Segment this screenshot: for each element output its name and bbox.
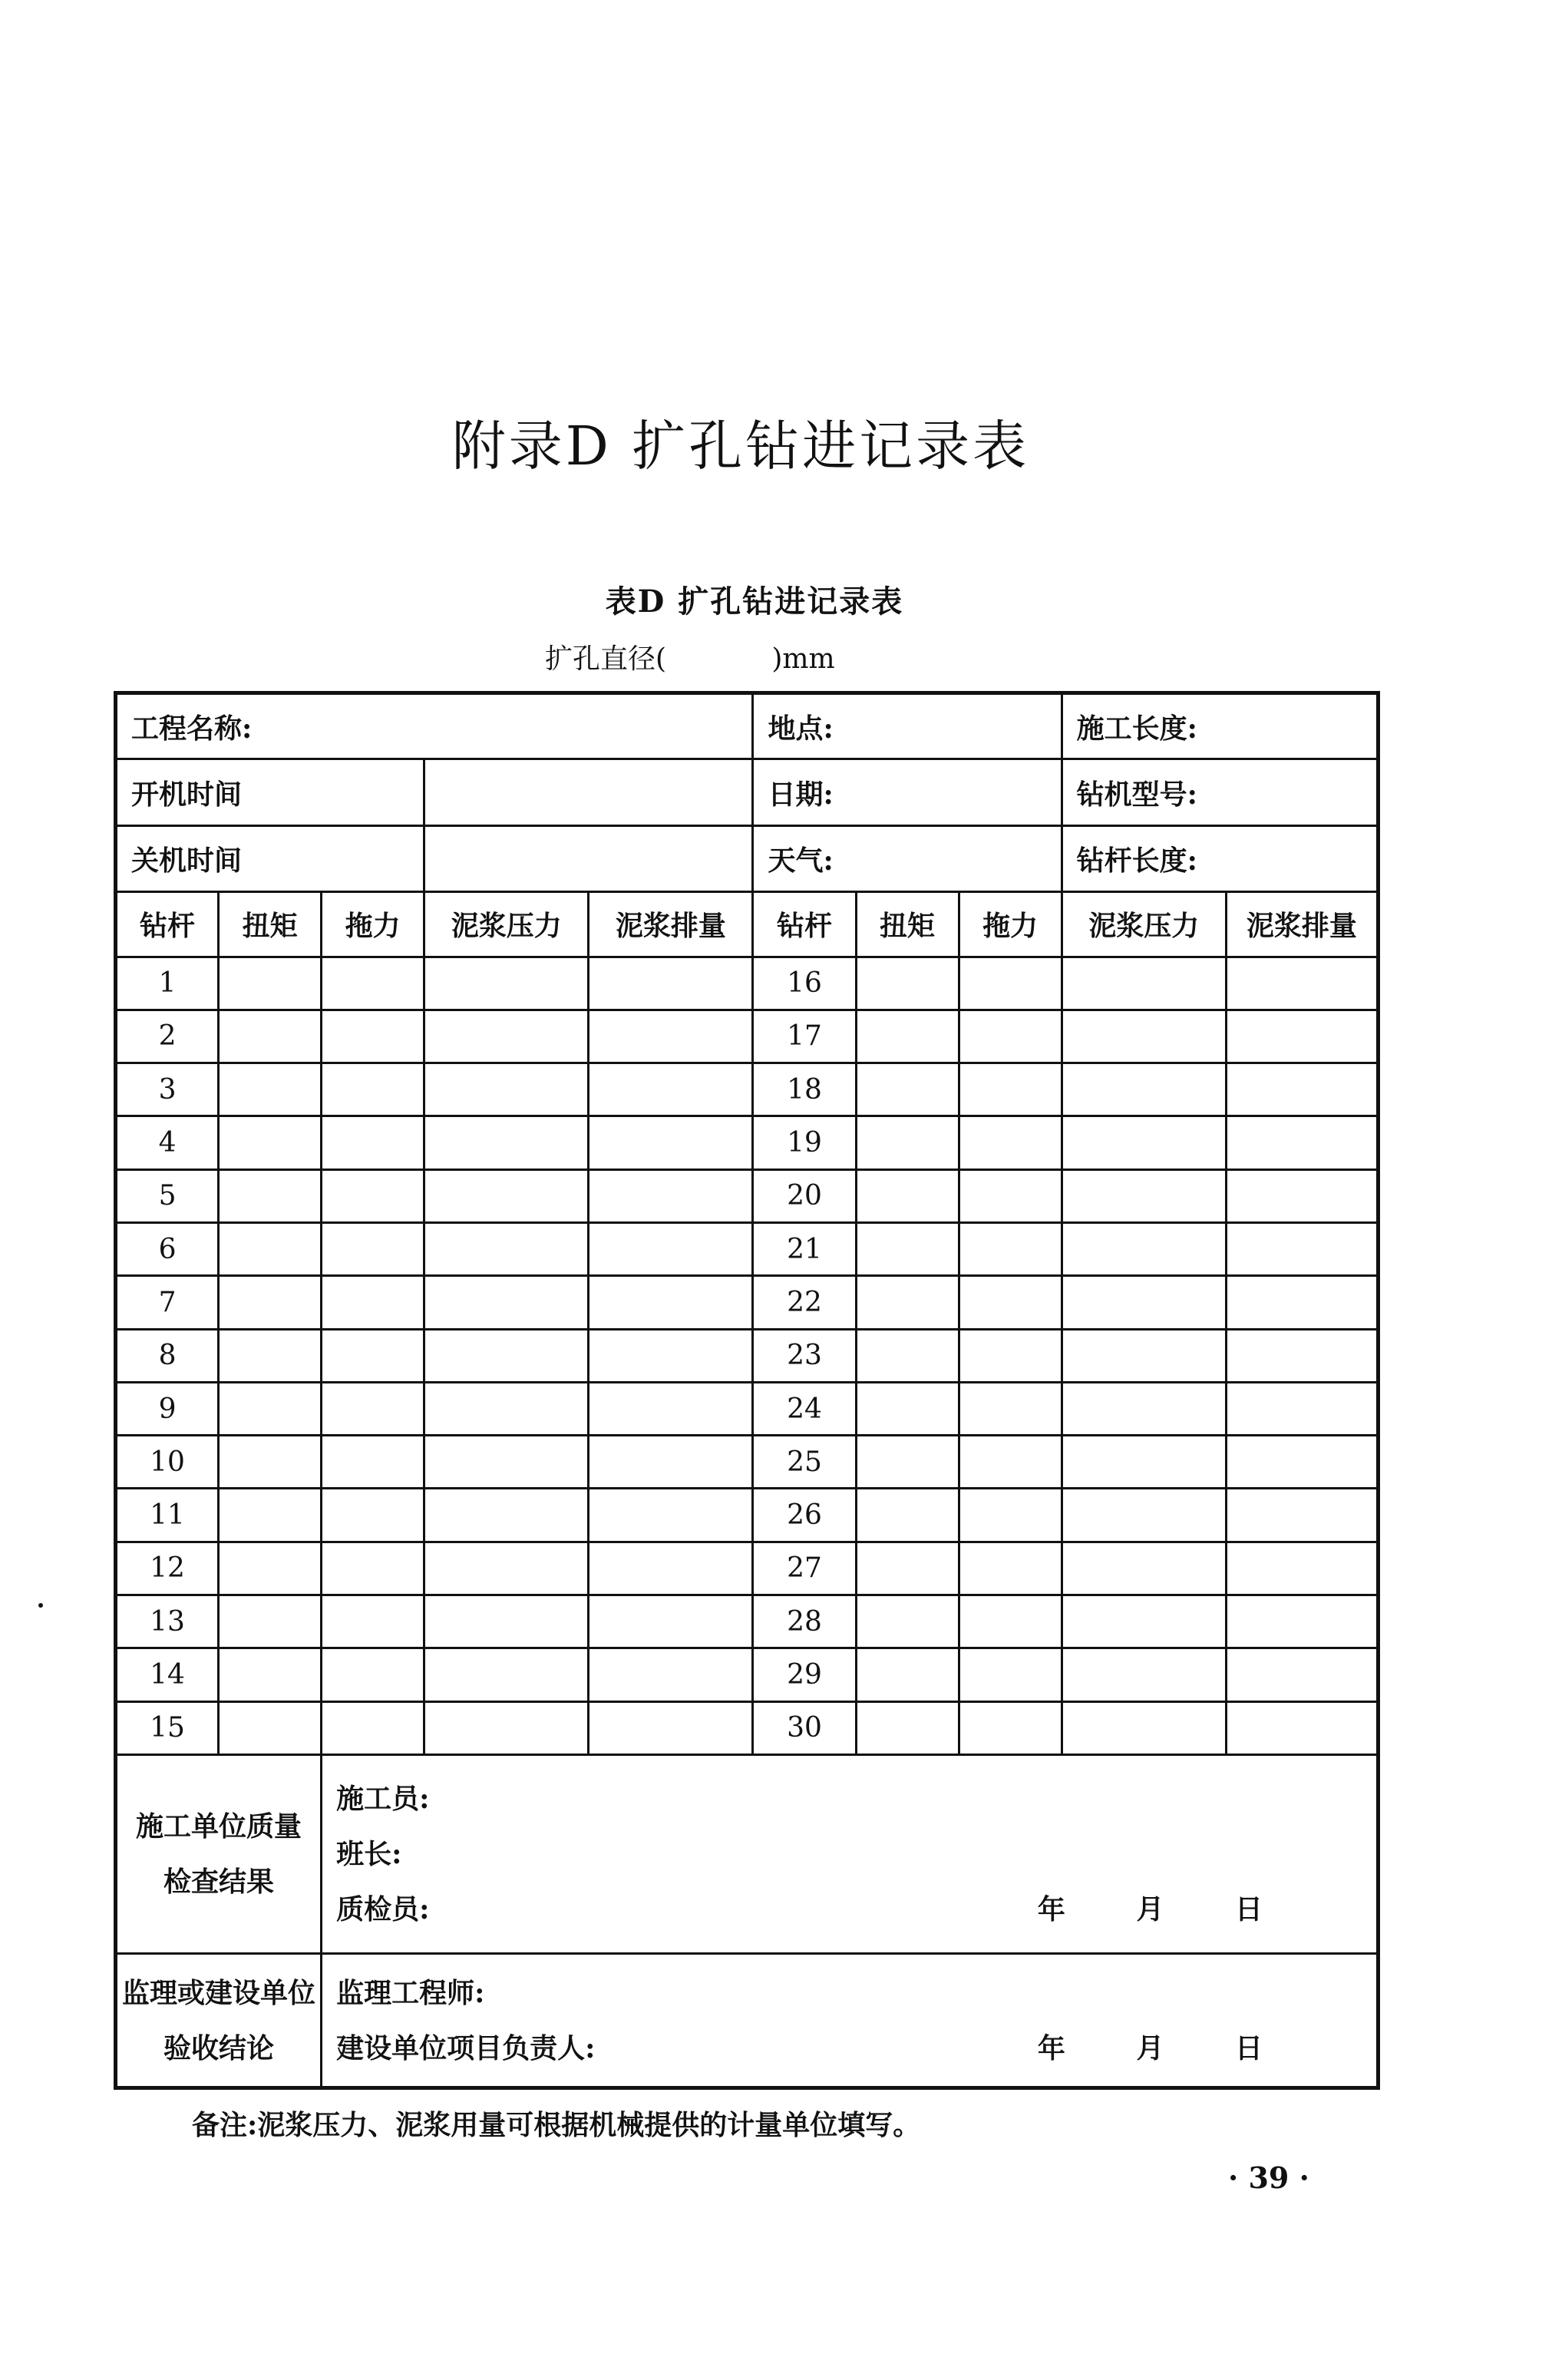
entry-cell[interactable]: [959, 957, 1062, 1010]
entry-cell[interactable]: [589, 1329, 753, 1382]
supervision-label: [116, 1954, 322, 2088]
rod-number: 1: [116, 957, 219, 1010]
construction-check-row: [116, 1755, 1379, 1954]
entry-cell[interactable]: [1226, 1010, 1378, 1063]
entry-cell[interactable]: [1062, 1648, 1226, 1701]
table-row: [116, 1436, 1379, 1489]
entry-cell[interactable]: [589, 957, 753, 1010]
entry-cell[interactable]: [856, 1010, 959, 1063]
entry-cell[interactable]: [322, 1329, 424, 1382]
entry-cell[interactable]: [856, 1222, 959, 1275]
rod-number: 9: [116, 1382, 219, 1435]
worker-signature-field[interactable]: 施工员:: [336, 1783, 430, 1816]
rig-model-field[interactable]: 钻机型号:: [1062, 759, 1378, 825]
rod-number: 16: [753, 957, 856, 1010]
rod-number: 23: [753, 1329, 856, 1382]
entry-cell[interactable]: [322, 1701, 424, 1754]
page-number: · 39 ·: [1228, 2160, 1309, 2195]
entry-cell[interactable]: [589, 1276, 753, 1329]
entry-cell[interactable]: [1062, 1542, 1226, 1595]
entry-cell[interactable]: [1062, 1222, 1226, 1275]
entry-cell[interactable]: [1062, 1010, 1226, 1063]
entry-cell[interactable]: [959, 1489, 1062, 1542]
entry-cell[interactable]: [219, 1489, 322, 1542]
entry-cell[interactable]: [1226, 1436, 1378, 1489]
rod-number: 6: [116, 1222, 219, 1275]
table-row: [116, 1169, 1379, 1222]
entry-cell[interactable]: [589, 1436, 753, 1489]
owner-rep-line: [336, 2021, 1362, 2076]
location-field[interactable]: 地点:: [753, 693, 1062, 759]
data-rows: [116, 957, 1379, 1755]
diameter-line: 扩孔直径( )mm: [545, 643, 835, 675]
entry-cell[interactable]: [1062, 1276, 1226, 1329]
entry-cell[interactable]: [856, 1276, 959, 1329]
entry-cell[interactable]: [1226, 1489, 1378, 1542]
supervision-row: [116, 1954, 1379, 2088]
construction-check-signatures: [322, 1755, 1379, 1954]
entry-cell[interactable]: [219, 1063, 322, 1116]
entry-cell[interactable]: [219, 1329, 322, 1382]
entry-cell[interactable]: [424, 1701, 589, 1754]
entry-cell[interactable]: [589, 1382, 753, 1435]
entry-cell[interactable]: [856, 1595, 959, 1648]
entry-cell[interactable]: [589, 1648, 753, 1701]
inspector-signature-field[interactable]: 质检员:: [336, 1893, 430, 1926]
entry-cell[interactable]: [1062, 1701, 1226, 1754]
entry-cell[interactable]: [219, 1595, 322, 1648]
info-row-start: [116, 759, 1379, 825]
header-pull: 拖力: [322, 892, 424, 957]
entry-cell[interactable]: [1226, 1276, 1378, 1329]
rod-number: 14: [116, 1648, 219, 1701]
entry-cell[interactable]: [322, 1063, 424, 1116]
table-row: [116, 1595, 1379, 1648]
table-row: [116, 1648, 1379, 1701]
entry-cell[interactable]: [589, 1595, 753, 1648]
entry-cell[interactable]: [589, 1489, 753, 1542]
entry-cell[interactable]: [322, 1595, 424, 1648]
entry-cell[interactable]: [959, 1276, 1062, 1329]
supervision-signatures: [322, 1954, 1379, 2088]
table-row: [116, 1276, 1379, 1329]
header-pull: 拖力: [959, 892, 1062, 957]
header-mud-pressure: 泥浆压力: [1062, 892, 1226, 957]
rod-number: 26: [753, 1489, 856, 1542]
supervision-date[interactable]: 年 月 日: [1037, 2031, 1293, 2064]
header-mud-flow: 泥浆排量: [1226, 892, 1378, 957]
rod-number: 28: [753, 1595, 856, 1648]
info-row-stop: [116, 825, 1379, 891]
project-name-field[interactable]: 工程名称:: [116, 693, 753, 759]
rod-length-field[interactable]: 钻杆长度:: [1062, 825, 1378, 891]
entry-cell[interactable]: [424, 1063, 589, 1116]
entry-cell[interactable]: [1062, 957, 1226, 1010]
entry-cell[interactable]: [1062, 1063, 1226, 1116]
weather-field[interactable]: 天气:: [753, 825, 1062, 891]
table-row: [116, 957, 1379, 1010]
header-torque: 扭矩: [219, 892, 322, 957]
entry-cell[interactable]: [959, 1436, 1062, 1489]
foreman-signature-field[interactable]: 班长:: [336, 1838, 402, 1871]
construction-check-date[interactable]: 年 月 日: [1037, 1893, 1293, 1926]
rod-number: 19: [753, 1116, 856, 1169]
entry-cell[interactable]: [322, 1010, 424, 1063]
entry-cell[interactable]: [219, 1222, 322, 1275]
entry-cell[interactable]: [424, 1329, 589, 1382]
entry-cell[interactable]: [424, 957, 589, 1010]
supervision-label-line2: 验收结论: [163, 2031, 275, 2064]
table-row: [116, 1010, 1379, 1063]
rod-number: 3: [116, 1063, 219, 1116]
entry-cell[interactable]: [589, 1701, 753, 1754]
entry-cell[interactable]: [856, 1489, 959, 1542]
entry-cell[interactable]: [219, 1276, 322, 1329]
entry-cell[interactable]: [856, 1542, 959, 1595]
rod-number: 18: [753, 1063, 856, 1116]
date-field[interactable]: 日期:: [753, 759, 1062, 825]
header-rod: 钻杆: [116, 892, 219, 957]
table-row: [116, 1116, 1379, 1169]
rod-number: 5: [116, 1169, 219, 1222]
entry-cell[interactable]: [322, 1542, 424, 1595]
entry-cell[interactable]: [1226, 1116, 1378, 1169]
rod-number: 8: [116, 1329, 219, 1382]
entry-cell[interactable]: [959, 1595, 1062, 1648]
stop-time-value[interactable]: [424, 825, 753, 891]
entry-cell[interactable]: [1226, 1382, 1378, 1435]
construction-check-label-line2: 检查结果: [163, 1866, 275, 1899]
rod-number: 21: [753, 1222, 856, 1275]
entry-cell[interactable]: [1062, 1169, 1226, 1222]
supervising-engineer-field[interactable]: 监理工程师:: [336, 1976, 485, 2009]
entry-cell[interactable]: [322, 1222, 424, 1275]
table-row: [116, 1701, 1379, 1754]
info-row-project: [116, 693, 1379, 759]
inspector-signature-line: [336, 1882, 1362, 1937]
entry-cell[interactable]: [856, 1329, 959, 1382]
entry-cell[interactable]: [959, 1063, 1062, 1116]
entry-cell[interactable]: [959, 1382, 1062, 1435]
entry-cell[interactable]: [322, 1648, 424, 1701]
entry-cell[interactable]: [856, 1436, 959, 1489]
column-header-row: [116, 892, 1379, 957]
entry-cell[interactable]: [589, 1169, 753, 1222]
table-caption: 表D 扩孔钻进记录表: [605, 583, 904, 620]
rod-number: 2: [116, 1010, 219, 1063]
header-mud-flow: 泥浆排量: [589, 892, 753, 957]
entry-cell[interactable]: [424, 1222, 589, 1275]
stop-time-label: 关机时间: [116, 825, 424, 891]
footnote: 备注:泥浆压力、泥浆用量可根据机械提供的计量单位填写。: [192, 2109, 921, 2141]
entry-cell[interactable]: [219, 1436, 322, 1489]
entry-cell[interactable]: [424, 1542, 589, 1595]
entry-cell[interactable]: [1062, 1382, 1226, 1435]
entry-cell[interactable]: [219, 1169, 322, 1222]
start-time-label: 开机时间: [116, 759, 424, 825]
entry-cell[interactable]: [856, 1382, 959, 1435]
entry-cell[interactable]: [856, 957, 959, 1010]
table-row: [116, 1382, 1379, 1435]
table-row: [116, 1329, 1379, 1382]
entry-cell[interactable]: [424, 1648, 589, 1701]
entry-cell[interactable]: [322, 957, 424, 1010]
entry-cell[interactable]: [959, 1542, 1062, 1595]
entry-cell[interactable]: [856, 1701, 959, 1754]
entry-cell[interactable]: [219, 1542, 322, 1595]
entry-cell[interactable]: [424, 1489, 589, 1542]
table-row: [116, 1063, 1379, 1116]
entry-cell[interactable]: [1226, 1063, 1378, 1116]
entry-cell[interactable]: [589, 1222, 753, 1275]
entry-cell[interactable]: [1062, 1329, 1226, 1382]
appendix-title: 附录D 扩孔钻进记录表: [451, 414, 1030, 478]
entry-cell[interactable]: [1226, 1701, 1378, 1754]
rod-number: 13: [116, 1595, 219, 1648]
entry-cell[interactable]: [219, 957, 322, 1010]
entry-cell[interactable]: [1062, 1595, 1226, 1648]
entry-cell[interactable]: [1226, 1169, 1378, 1222]
entry-cell[interactable]: [1062, 1489, 1226, 1542]
entry-cell[interactable]: [959, 1648, 1062, 1701]
entry-cell[interactable]: [589, 1063, 753, 1116]
entry-cell[interactable]: [219, 1648, 322, 1701]
rod-number: 30: [753, 1701, 856, 1754]
rod-number: 22: [753, 1276, 856, 1329]
entry-cell[interactable]: [424, 1010, 589, 1063]
entry-cell[interactable]: [1226, 1222, 1378, 1275]
rod-number: 12: [116, 1542, 219, 1595]
entry-cell[interactable]: [1226, 957, 1378, 1010]
supervision-label-line1: 监理或建设单位: [122, 1976, 316, 2009]
entry-cell[interactable]: [424, 1382, 589, 1435]
entry-cell[interactable]: [959, 1701, 1062, 1754]
table-row: [116, 1222, 1379, 1275]
construction-check-label: [116, 1755, 322, 1954]
entry-cell[interactable]: [424, 1436, 589, 1489]
entry-cell[interactable]: [959, 1222, 1062, 1275]
rod-number: 15: [116, 1701, 219, 1754]
rod-number: 24: [753, 1382, 856, 1435]
entry-cell[interactable]: [589, 1542, 753, 1595]
entry-cell[interactable]: [589, 1116, 753, 1169]
owner-rep-field[interactable]: 建设单位项目负责人:: [336, 2031, 596, 2064]
header-rod: 钻杆: [753, 892, 856, 957]
entry-cell[interactable]: [424, 1276, 589, 1329]
construction-check-label-line1: 施工单位质量: [136, 1810, 302, 1843]
entry-cell[interactable]: [959, 1116, 1062, 1169]
header-mud-pressure: 泥浆压力: [424, 892, 589, 957]
entry-cell[interactable]: [856, 1063, 959, 1116]
rod-number: 7: [116, 1276, 219, 1329]
rod-number: 4: [116, 1116, 219, 1169]
entry-cell[interactable]: [322, 1489, 424, 1542]
start-time-value[interactable]: [424, 759, 753, 825]
entry-cell[interactable]: [322, 1436, 424, 1489]
entry-cell[interactable]: [322, 1382, 424, 1435]
entry-cell[interactable]: [589, 1010, 753, 1063]
entry-cell[interactable]: [959, 1329, 1062, 1382]
rod-number: 29: [753, 1648, 856, 1701]
header-torque: 扭矩: [856, 892, 959, 957]
rod-number: 20: [753, 1169, 856, 1222]
stray-dot: [38, 1603, 43, 1608]
entry-cell[interactable]: [322, 1276, 424, 1329]
entry-cell[interactable]: [1226, 1329, 1378, 1382]
rod-number: 10: [116, 1436, 219, 1489]
entry-cell[interactable]: [424, 1595, 589, 1648]
entry-cell[interactable]: [219, 1701, 322, 1754]
entry-cell[interactable]: [1062, 1436, 1226, 1489]
entry-cell[interactable]: [1226, 1542, 1378, 1595]
entry-cell[interactable]: [424, 1116, 589, 1169]
construction-length-field[interactable]: 施工长度:: [1062, 693, 1378, 759]
entry-cell[interactable]: [959, 1169, 1062, 1222]
table-row: [116, 1542, 1379, 1595]
entry-cell[interactable]: [219, 1010, 322, 1063]
rod-number: 27: [753, 1542, 856, 1595]
entry-cell[interactable]: [856, 1648, 959, 1701]
entry-cell[interactable]: [322, 1169, 424, 1222]
entry-cell[interactable]: [1226, 1595, 1378, 1648]
table-row: [116, 1489, 1379, 1542]
entry-cell[interactable]: [322, 1116, 424, 1169]
drilling-record-table: [114, 691, 1380, 2090]
entry-cell[interactable]: [1062, 1116, 1226, 1169]
entry-cell[interactable]: [1226, 1648, 1378, 1701]
rod-number: 11: [116, 1489, 219, 1542]
entry-cell[interactable]: [219, 1116, 322, 1169]
entry-cell[interactable]: [856, 1116, 959, 1169]
entry-cell[interactable]: [424, 1169, 589, 1222]
rod-number: 17: [753, 1010, 856, 1063]
entry-cell[interactable]: [959, 1010, 1062, 1063]
rod-number: 25: [753, 1436, 856, 1489]
entry-cell[interactable]: [856, 1169, 959, 1222]
entry-cell[interactable]: [219, 1382, 322, 1435]
